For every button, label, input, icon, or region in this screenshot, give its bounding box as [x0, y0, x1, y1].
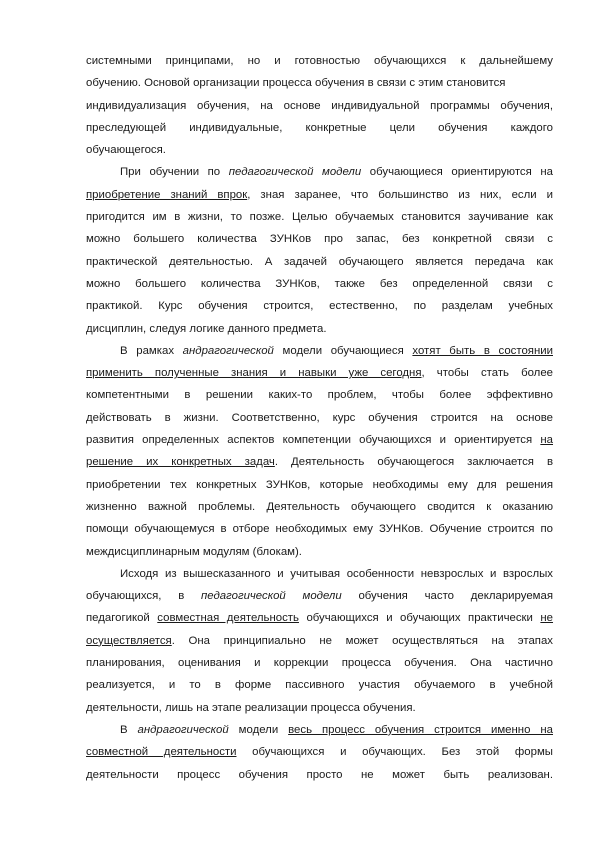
text-line	[86, 295, 553, 317]
text-line	[86, 607, 553, 629]
italic-term: андрагогической	[137, 723, 229, 736]
text-segment: развития определенных аспектов компетенции обучающихся и ориентируется	[86, 434, 541, 447]
text-segment: обучающиеся ориентируются на	[361, 166, 553, 179]
text-segment: педагогикой	[86, 612, 158, 625]
text-segment: междисциплинарным модулям (блокам).	[86, 545, 302, 558]
text-line	[86, 340, 553, 362]
text-line	[86, 474, 553, 496]
text-segment: деятельности, лишь на этапе реализации процесса обучения.	[86, 701, 416, 714]
text-line	[86, 318, 553, 340]
text-segment: обучающихся и обучающих практически	[298, 612, 541, 625]
underlined-phrase: приобретение знаний впрок	[86, 188, 248, 201]
text-line	[86, 518, 553, 540]
text-segment: преследующей индивидуальные, конкретные цели обучения каждого	[86, 121, 553, 134]
text-line	[86, 630, 553, 652]
text-line	[86, 139, 553, 161]
text-line	[86, 496, 553, 518]
text-line	[86, 251, 553, 273]
text-segment: индивидуализация обучения, на основе индивидуальной программы обучения,	[86, 99, 553, 112]
underlined-phrase: на	[540, 434, 553, 447]
underlined-phrase: не	[540, 612, 554, 625]
text-segment: В	[120, 723, 138, 736]
text-segment: Исходя из вышесказанного и учитывая особенности невзрослых и взрослых	[120, 567, 553, 580]
underlined-phrase: совместной деятельности	[86, 746, 237, 759]
text-segment: . Деятельность обучающегося заключается в	[274, 456, 553, 469]
underlined-phrase: хотят быть в состоянии	[412, 344, 553, 357]
text-segment: можно большего количества ЗУНКов про запас, без конкретной связи с	[86, 233, 553, 246]
text-line	[86, 563, 553, 585]
text-segment: реализуется, и то в форме пассивного участия обучаемого в учебной	[86, 679, 553, 692]
text-segment: В рамках	[120, 344, 183, 357]
text-segment: дисциплин, следуя логике данного предмета.	[86, 322, 327, 335]
text-segment: жизненно важной проблемы. Деятельность обучающего сводится к оказанию	[86, 500, 553, 513]
text-line	[86, 72, 553, 94]
text-line	[86, 184, 553, 206]
text-line	[86, 407, 553, 429]
text-line	[86, 117, 553, 139]
text-line	[86, 273, 553, 295]
text-segment: обучению. Основой организации процесса обучения в связи с этим становится	[86, 77, 506, 90]
text-line	[86, 585, 553, 607]
text-segment: обучения часто декларируемая	[341, 590, 553, 603]
text-line	[86, 228, 553, 250]
text-segment: системными принципами, но и готовностью обучающихся к дальнейшему	[86, 55, 553, 67]
text-segment: обучающихся и обучающих. Без этой формы	[236, 746, 553, 759]
text-line	[86, 206, 553, 228]
italic-term: педагогической модели	[201, 590, 342, 603]
text-segment: помощи обучающемуся в отборе необходимых ему ЗУНКов. Обучение строится по	[86, 523, 553, 536]
text-segment: обучающихся, в	[86, 590, 202, 603]
underlined-phrase: осуществляется	[86, 634, 172, 647]
document-body-text	[86, 50, 553, 786]
text-line	[86, 541, 553, 563]
underlined-phrase: совместная деятельность	[157, 612, 299, 625]
text-segment: , чтобы стать более	[421, 367, 553, 380]
text-line	[86, 161, 553, 183]
text-line	[86, 719, 553, 741]
text-line	[86, 50, 553, 72]
underlined-phrase: применить полученные знания и навыки уже сегодня	[86, 367, 422, 380]
text-segment: действовать в жизни. Соответственно, курс обучения строится на основе	[86, 411, 553, 424]
italic-term: педагогической модели	[228, 166, 362, 179]
text-line	[86, 362, 553, 384]
text-segment: . Она принципиально не может осуществляться на этапах	[171, 634, 553, 647]
text-segment: можно большего количества ЗУНКов, также без определенной связи с	[86, 277, 553, 290]
text-line	[86, 95, 553, 117]
italic-term: андрагогической	[182, 344, 274, 357]
text-segment: При обучении по	[120, 166, 229, 179]
text-segment: , зная заранее, что большинство из них, если и	[247, 188, 553, 201]
text-segment: приобретении тех конкретных ЗУНКов, которые необходимы ему для решения	[86, 478, 553, 491]
text-line	[86, 697, 553, 719]
text-segment: обучающегося.	[86, 144, 166, 157]
text-line	[86, 384, 553, 406]
text-segment: компетентными в решении каких-то проблем, чтобы более эффективно	[86, 389, 553, 402]
underlined-phrase: решение их конкретных задач	[86, 456, 275, 469]
text-line	[86, 764, 553, 786]
text-segment: модели	[228, 723, 289, 736]
text-line	[86, 652, 553, 674]
text-segment: практикой. Курс обучения строится, естественно, по разделам учебных	[86, 300, 553, 313]
text-segment: деятельности процесс обучения просто не может быть реализован.	[86, 768, 553, 781]
text-line	[86, 451, 553, 473]
text-line	[86, 674, 553, 696]
text-segment: модели обучающиеся	[273, 344, 413, 357]
text-segment: пригодится им в жизни, то позже. Целью обучаемых становится заучивание как	[86, 211, 553, 224]
underlined-phrase: весь процесс обучения строится именно на	[288, 723, 553, 736]
text-line	[86, 429, 553, 451]
text-line	[86, 741, 553, 763]
text-segment: планирования, оценивания и коррекции процесса обучения. Она частично	[86, 657, 553, 670]
text-segment: практической деятельностью. А задачей обучающего является передача как	[86, 255, 553, 268]
